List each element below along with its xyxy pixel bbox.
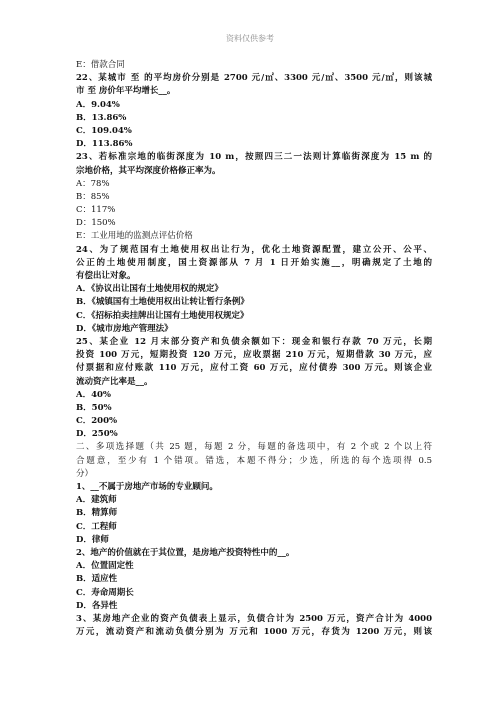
text-line: 25、某企业 12 月末部分资产和负债余额如下：现金和银行存款 70 万元，长期: [76, 336, 432, 347]
text-line: C．寿命周期长: [76, 587, 134, 598]
text-line: 公正的土地使用制度，国土资源部从 7 月 1 日开始实施__，明确规定了土地的: [76, 257, 432, 268]
text-line: A．9.04%: [76, 99, 120, 110]
text-line: 合题意，至少有 1 个错项。错选，本题不得分；少选，所选的每个选项得 0.5: [76, 455, 432, 466]
text-line: 有偿出让对象。: [76, 271, 136, 281]
text-line: 二、多项选择题（共 25 题，每题 2 分，每题的备选项中，有 2 个或 2 个以上符: [76, 442, 432, 453]
document-body: [76, 59, 432, 639]
text-line: 22、某城市 至 的平均房价分别是 2700 元/㎡、3300 元/㎡、3500 元/㎡，则该城: [76, 73, 432, 84]
text-line: A：78%: [76, 178, 110, 189]
text-line: 24、为了规范国有土地使用权出让行为，优化土地资源配置，建立公开、公平、: [76, 244, 432, 255]
text-line: 投资 100 万元，短期投资 120 万元，应收票据 210 万元，短期借款 30 万元，应: [76, 350, 432, 361]
text-line: B．《城镇国有土地使用权出让转让暂行条例》: [76, 297, 249, 308]
text-line: C．工程师: [76, 521, 117, 532]
text-line: 付票据和应付账款 110 万元，应付工资 60 万元，应付债券 300 万元。则该企业: [76, 363, 432, 374]
text-line: C．《招标拍卖挂牌出让国有土地使用权规定》: [76, 310, 249, 321]
text-line: B．适应性: [76, 574, 118, 585]
text-line: C：117%: [76, 205, 116, 216]
text-line: D：150%: [76, 218, 116, 229]
text-line: D．律师: [76, 534, 109, 545]
text-line: A．建筑师: [76, 495, 117, 506]
text-line: D．各异性: [76, 600, 118, 611]
text-line: A．《协议出让国有土地使用权的规定》: [76, 284, 223, 295]
text-line: B．精算师: [76, 508, 118, 519]
text-line: 市 至 房价年平均增长__。: [76, 86, 176, 97]
text-line: 1、__不属于房地产市场的专业顾问。: [76, 482, 218, 492]
text-line: A．位置固定性: [76, 561, 134, 572]
page-header: 资料仅供参考: [226, 34, 274, 43]
text-line: E：工业用地的监测点评估价格: [76, 231, 193, 242]
text-line: 宗地价格，其平均深度价格修正率为。: [76, 165, 221, 176]
text-line: 3、某房地产企业的资产负债表上显示，负债合计为 2500 万元，资产合计为 4000: [76, 613, 432, 624]
text-line: C．200%: [76, 416, 118, 427]
text-line: D．《城市房地产管理法》: [76, 323, 173, 334]
text-line: 分）: [76, 468, 94, 479]
text-line: E：借款合同: [76, 60, 125, 70]
text-line: D．250%: [76, 429, 118, 440]
text-line: D．113.86%: [76, 139, 133, 150]
text-line: 23、若标准宗地的临街深度为 10 m，按照四三二一法则计算临街深度为 15 m 的: [76, 152, 432, 163]
text-line: 2、地产的价值就在于其位置，是房地产投资特性中的__。: [76, 547, 295, 558]
text-line: B：85%: [76, 191, 110, 202]
text-line: A．40%: [76, 389, 112, 400]
text-line: 万元，流动资产和流动负债分别为 万元和 1000 万元，存货为 1200 万元，则该: [76, 627, 432, 638]
text-line: C．109.04%: [76, 125, 132, 136]
text-line: B．50%: [76, 402, 112, 413]
text-line: 流动资产比率是__。: [76, 376, 153, 387]
text-line: B．13.86%: [76, 112, 127, 123]
